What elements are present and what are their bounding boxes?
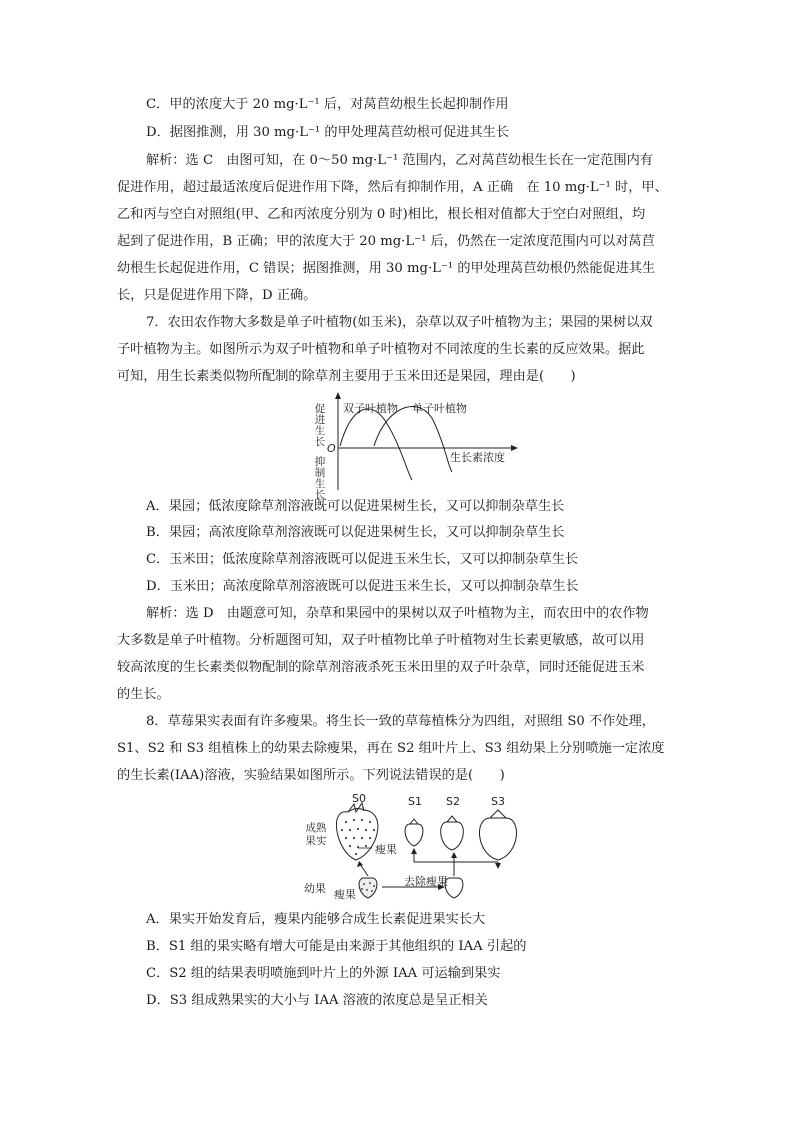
label-achene-1: 瘦果 <box>375 843 397 856</box>
origin-label: O <box>327 442 336 455</box>
label-s2: S2 <box>446 795 460 808</box>
legend-dicot: 双子叶植物 <box>343 402 398 415</box>
q6-analysis-line: 起到了促进作用，B 正确；甲的浓度大于 20 mg·L⁻¹ 后，仍然在一定浓度范围内可以对莴苣 <box>117 234 655 249</box>
y-axis-arrow <box>335 392 341 399</box>
q6-analysis-line: 促进作用，超过最适浓度后促进作用下降，然后有抑制作用，A 正确 在 10 mg·L⁻¹ 时，甲、 <box>117 180 668 195</box>
label-s1: S1 <box>408 795 422 808</box>
strawberry-s2 <box>441 816 464 850</box>
q7-option-a: A．果园；低浓度除草剂溶液既可以促进果树生长，又可以抑制杂草生长 <box>146 499 565 514</box>
q6-analysis-line: 幼根生长起促进作用，C 错误；据图推测，用 30 mg·L⁻¹ 的甲处理莴苣幼根仍然能促进其生 <box>117 261 656 276</box>
q8-option-a: A．果实开始发育后，瘦果内能够合成生长素促进果实长大 <box>146 912 486 927</box>
q7-analysis-line: 的生长。 <box>117 687 170 702</box>
label-mature: 成熟果实 <box>305 822 327 847</box>
label-remove-achene: 去除瘦果 <box>404 875 448 888</box>
strawberry-s0 <box>336 803 377 860</box>
q7-option-c: C．玉米田；低浓度除草剂溶液既可以促进玉米生长，又可以抑制杂草生长 <box>146 552 579 567</box>
q7-stem-line: 可知，用生长素类似物所配制的除草剂主要用于玉米田还是果园，理由是( ) <box>117 369 576 384</box>
strawberry-s3 <box>480 810 517 860</box>
label-achene-2: 瘦果 <box>334 888 356 901</box>
q8-option-c: C．S2 组的结果表明喷施到叶片上的外源 IAA 可运输到果实 <box>146 966 501 981</box>
q8-stem-line: 8．草莓果实表面有许多瘦果。将生长一致的草莓植株分为四组，对照组 S0 不作处理， <box>146 714 655 729</box>
q6-analysis-line: 长，只是促进作用下降，D 正确。 <box>117 288 317 303</box>
young-strawberry <box>359 878 377 898</box>
q6-option-c: C．甲的浓度大于 20 mg·L⁻¹ 后，对莴苣幼根生长起抑制作用 <box>146 97 509 112</box>
legend-monocot: 单子叶植物 <box>412 402 467 415</box>
y-label-promote: 促进生长 <box>314 403 326 448</box>
q6-option-d: D．据图推测，用 30 mg·L⁻¹ 的甲处理莴苣幼根可促进其生长 <box>146 125 510 140</box>
q7-stem-line: 子叶植物为主。如图所示为双子叶植物和单子叶植物对不同浓度的生长素的反应效果。据此 <box>117 342 645 357</box>
q8-stem-line: 的生长素(IAA)溶液，实验结果如图所示。下列说法错误的是( ) <box>117 768 505 783</box>
label-s0: S0 <box>352 792 366 805</box>
q7-option-d: D．玉米田；高浓度除草剂溶液既可以促进玉米生长，又可以抑制杂草生长 <box>146 579 579 594</box>
x-label: 生长素浓度 <box>450 451 505 464</box>
y-label-inhibit: 抑制生长 <box>314 456 326 501</box>
label-s3: S3 <box>491 795 505 808</box>
q6-analysis-line: 乙和丙与空白对照组(甲、乙和丙浓度分别为 0 时)相比，根长相对值都大于空白对照组，均 <box>117 207 646 222</box>
x-axis-arrow <box>511 445 518 451</box>
monocot-curve <box>374 407 452 472</box>
q7-option-b: B．果园；高浓度除草剂溶液既可以促进果树生长，又可以抑制杂草生长 <box>146 525 565 540</box>
q8-stem-line: S1、S2 和 S3 组植株上的幼果去除瘦果，再在 S2 组叶片上、S3 组幼果上分别喷施一定浓度 <box>117 741 665 756</box>
q8-option-b: B．S1 组的果实略有增大可能是由来源于其他组织的 IAA 引起的 <box>146 939 527 954</box>
q6-analysis-line: 解析：选 C 由图可知，在 0～50 mg·L⁻¹ 范围内，乙对莴苣幼根生长在一定范围内有 <box>146 153 653 168</box>
strawberry-s1 <box>405 819 423 846</box>
dicot-curve <box>340 409 412 480</box>
q7-analysis-line: 解析：选 D 由题意可知，杂草和果园中的果树以双子叶植物为主，而农田中的农作物 <box>146 606 649 621</box>
q7-analysis-line: 大多数是单子叶植物。分析题图可知，双子叶植物比单子叶植物对生长素更敏感，故可以用 <box>117 633 645 648</box>
q8-option-d: D．S3 组成熟果实的大小与 IAA 溶液的浓度总是呈正相关 <box>146 993 488 1008</box>
q7-analysis-line: 较高浓度的生长素类似物配制的除草剂溶液杀死玉米田里的双子叶杂草，同时还能促进玉米 <box>117 660 645 675</box>
label-young: 幼果 <box>304 882 326 895</box>
q7-stem-line: 7．农田农作物大多数是单子叶植物(如玉米)，杂草以双子叶植物为主；果园的果树以双 <box>146 315 653 330</box>
